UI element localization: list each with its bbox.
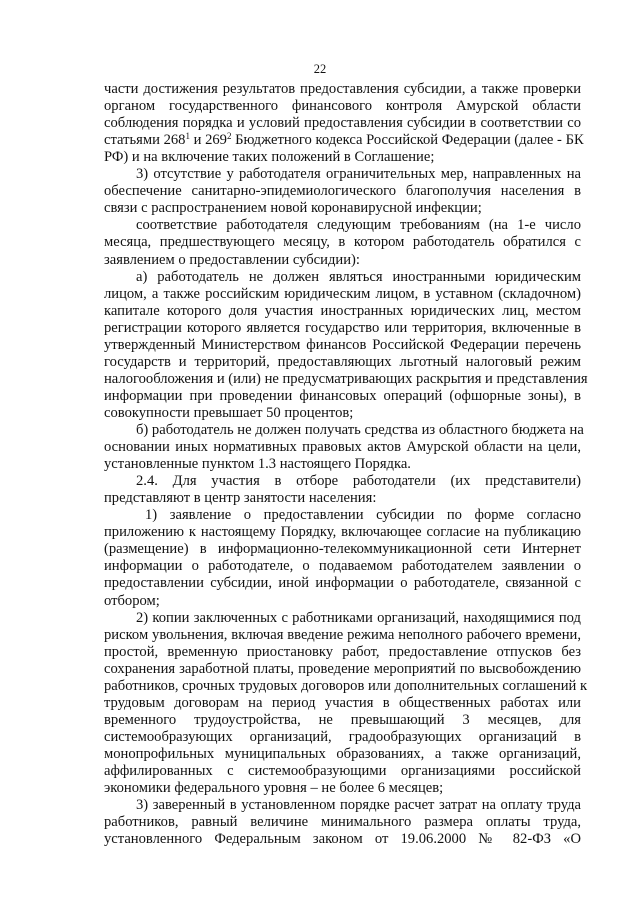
text-line: лицом, а также российским юридическим лицом, в уставном (складочном) [104,285,581,302]
text-line: отбором; [104,592,160,609]
text-line: государств и территорий, предоставляющих льготный налоговый режим [104,353,581,370]
text-line: простой, временную приостановку работ, предоставление отпусков без [104,643,581,660]
text-line: монопрофильных муниципальных образованиях, а также организаций, [104,745,581,762]
superscript: 2 [226,131,232,142]
text-line: установленного Федеральным законом от 19.06.2000 № 82-ФЗ «О [104,831,581,848]
text-line: работников, срочных трудовых договоров или дополнительных соглашений к [104,677,588,694]
text-line: 3) заверенный в установленном порядке расчет затрат на оплату труда [136,797,581,814]
text-fragment: статьями 268 [104,132,186,149]
text-line: капитале которого доля участия иностранных юридических лиц, местом [104,302,581,319]
text-line: утвержденный Министерством финансов Российской Федерации перечень [104,336,581,353]
superscript: 1 [185,131,190,142]
text-line: трудовым договорам на период участия в общественных работах или [104,694,581,711]
text-line: экономики федерального уровня – не более 6 месяцев; [104,780,444,797]
text-line: регистрации которого является государство или территория, включенные в [104,319,581,336]
text-line: сохранения заработной платы, проведение мероприятий по высвобождению [104,660,581,677]
text-line: налогообложения и (или) не предусматривающих раскрытия и представления [104,370,588,387]
text-line: установленные пунктом 1.3 настоящего Порядка. [104,456,411,473]
text-line: работников, равный величине минимального размера оплаты труда, [104,814,581,831]
text-line: аффилированных с системообразующими организациями российской [104,763,581,779]
text-line: обеспечение санитарно-эпидемиологического благополучия населения в [104,183,581,200]
text-line: (размещение) в информационно-телекоммуникационной сети Интернет [104,541,581,558]
text-line: информации о работодателе, о подаваемом работодателем заявлении о [104,558,581,575]
page-number: 22 [313,62,327,76]
text-line: соответствие работодателя следующим требованиям (на 1-е число [136,217,581,234]
text-line: РФ) и на включение таких положений в Соглашение; [104,149,435,166]
text-line: основании иных нормативных правовых актов Амурской области на цели, [104,439,581,456]
text-fragment: и 269 [189,132,227,149]
text-line: б) работодатель не должен получать средства из областного бюджета на [136,422,584,438]
text-line: предоставлении субсидии, иной информации о работодателе, связанной с [104,575,581,592]
text-line: информации при проведении финансовых операций (офшорные зоны), в [104,387,581,404]
text-line: 3) отсутствие у работодателя ограничительных мер, направленных на [136,166,581,183]
text-line: приложению к настоящему Порядку, включающее согласие на публикацию [104,524,581,541]
text-line: месяца, предшествующего месяцу, в котором работодатель обратился с [104,234,581,251]
text-line: временного трудоустройства, не превышающий 3 месяцев, для [104,711,581,728]
text-line: а) работодатель не должен являться иностранными юридическим [136,268,581,285]
text-line: части достижения результатов предоставления субсидии, а также проверки [104,81,581,97]
text-line: заявлением о предоставлении субсидии): [104,251,360,268]
text-line: соблюдения порядка и условий предоставления субсидии в соответствии со [104,115,581,132]
text-line: связи с распространением новой коронавирусной инфекции; [104,200,482,217]
text-line: совокупности превышает 50 процентов; [104,404,354,421]
text-fragment: Бюджетного кодекса Российской Федерации (далее - БК [231,132,584,149]
text-line [104,131,584,149]
text-line: 2.4. Для участия в отборе работодатели (их представители) [136,473,581,490]
text-line: представляют в центр занятости населения: [104,490,377,507]
text-line: органом государственного финансового контроля Амурской области [104,98,581,115]
text-line: 2) копии заключенных с работниками организаций, находящимися под [136,609,581,626]
text-line: риском увольнения, включая введение режима неполного рабочего времени, [104,626,581,643]
text-line: 1) заявление о предоставлении субсидии по форме согласно [145,507,581,524]
text-line: системообразующих организаций, градообразующих организаций в [104,728,581,745]
